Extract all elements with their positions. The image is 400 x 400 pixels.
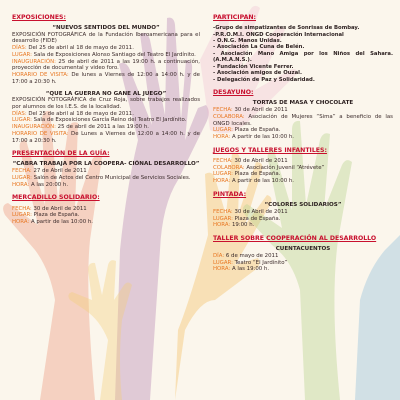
exhibition-title: “QUE LA GUERRA NO GANE AL JUEGO” [45, 90, 167, 97]
detail-label: HORA: [213, 134, 231, 141]
detail-row [213, 107, 393, 114]
participant-item: - Asociación amigos de Ouzal. [213, 70, 302, 77]
mercadillo-section [12, 194, 200, 225]
pintada-section [213, 191, 393, 229]
detail-label: COLABORA: [213, 164, 245, 171]
detail-row [213, 165, 393, 172]
participant-item: - Asociación La Cuna de Belén. [213, 44, 305, 51]
detail-value: Asociación Juvenil “Atrévete” [246, 164, 325, 171]
detail-value: De lunes a Viernes de 12:00 a 14:00 h. y de 17:00 a 20:30 h. [12, 72, 200, 85]
participants-list [213, 25, 393, 83]
section-heading-participan: PARTICIPAN: [213, 14, 257, 21]
exhibition-description: EXPOSICIÓN FOTOGRÁFICA de Cruz Roja, sobre trabajos realizados por alumnos de los I.E.S. de la localidad. [12, 97, 200, 110]
guia-section [12, 150, 200, 188]
detail-value: 25 de abril de 2011 a las 19:00 h. [57, 124, 149, 130]
detail-label: HORARIO DE VISITA: [12, 72, 69, 79]
detail-row [12, 212, 200, 219]
detail-label: LUGAR: [213, 215, 233, 222]
detail-label: HORA: [213, 178, 231, 185]
detail-value: Del 25 de abril al 18 de mayo de 2011. [28, 45, 134, 52]
detail-label: INAUGURACIÓN: [12, 58, 56, 65]
detail-row [213, 260, 393, 267]
detail-value: A partir de las 10:00 h. [231, 178, 294, 185]
detail-row [12, 182, 200, 189]
detail-label: LUGAR: [12, 117, 32, 124]
guide-item [12, 161, 200, 188]
section-heading-mercadillo: MERCADILLO SOLIDARIO: [12, 194, 100, 202]
detail-value: Plaza de España. [234, 171, 281, 178]
guide-title: “CABRA TRABAJA POR LA COOPERA- CIÓNAL DESARROLLO” [12, 161, 200, 168]
detail-label: FECHA: [12, 168, 32, 175]
detail-row [12, 168, 200, 175]
detail-row [213, 127, 393, 134]
exhibition-title: “NUEVOS SENTIDOS DEL MUNDO” [52, 25, 160, 32]
participant-item: - Delegación de Paz y Solidaridad. [213, 76, 315, 83]
detail-label: LUGAR: [213, 127, 233, 134]
detail-label: LUGAR: [12, 51, 32, 58]
detail-label: LUGAR: [12, 174, 32, 181]
exhibition-item-2 [12, 91, 200, 145]
detail-label: DÍAS: [12, 110, 27, 117]
detail-row [12, 72, 200, 86]
event-title: “COLORES SOLIDARIOS” [264, 202, 342, 209]
detail-value: 30 de Abril de 2011 [33, 205, 87, 212]
left-column [12, 14, 200, 226]
detail-value: A las 20:00 h. [30, 181, 69, 188]
event-title: TORTAS DE MASA Y CHOCOLATE [252, 100, 354, 107]
desayuno-section [213, 89, 393, 141]
detail-value: Plaza de España. [234, 127, 281, 134]
detail-value: Del 25 de abril al 18 de mayo de 2011. [28, 110, 134, 117]
detail-value: 30 de Abril de 2011 [234, 208, 288, 215]
detail-row [12, 117, 200, 124]
exhibition-item-1 [12, 25, 200, 85]
detail-row [213, 178, 393, 185]
detail-row [213, 253, 393, 260]
detail-row [213, 114, 393, 128]
detail-row [12, 45, 200, 52]
detail-label: DÍA: [213, 252, 225, 259]
participant-item: -P.R.O.M.I. ONGD Cooperación Internacional [213, 31, 344, 38]
participant-item: - Fundación Vicente Ferrer. [213, 63, 294, 70]
detail-label: HORA: [12, 181, 30, 188]
detail-label: HORA: [213, 266, 231, 273]
detail-value: 19:00 h. [231, 222, 255, 229]
exposiciones-section [12, 14, 200, 144]
detail-row [213, 266, 393, 273]
detail-value: Sala de Exposiciones García Reino del Teatro El Jardínito. [33, 117, 187, 124]
detail-label: LUGAR: [12, 212, 32, 219]
detail-value: A partir de las 10:00 h. [231, 134, 294, 141]
detail-row [213, 134, 393, 141]
detail-value: Plaza de España. [33, 212, 80, 219]
participant-item: - Asociación Mano Amiga por los Niños del Sahara. (A.M.A.N.S.). [213, 50, 393, 64]
detail-value: De Lunes a Viernes de 12:00 a 14:00 h. y de 17:00 a 20:30 h. [12, 130, 200, 144]
section-heading-desayuno: DESAYUNO: [213, 89, 254, 97]
detail-row [213, 171, 393, 178]
detail-value: Plaza de España. [234, 215, 281, 222]
detail-label: LUGAR: [213, 171, 233, 178]
detail-value: Teatro “El Jardínito” [234, 259, 288, 266]
juegos-section [213, 147, 393, 185]
detail-value: A las 19:00 h. [231, 266, 270, 273]
participant-item: - O.N.G. Manos Unidas. [213, 38, 282, 45]
section-heading-pintada: PINTADA: [213, 190, 247, 198]
detail-value: Sala de Exposiciones Alonso Santiago del Teatro El Jardínito. [33, 51, 196, 58]
detail-label: HORARIO DE VISITA: [12, 130, 69, 137]
detail-label: FECHA: [213, 208, 233, 215]
detail-value: A partir de las 10:00 h. [30, 219, 93, 225]
detail-row [12, 52, 200, 59]
detail-label: FECHA: [213, 107, 233, 114]
detail-row [213, 216, 393, 223]
detail-row [12, 59, 200, 73]
section-heading-taller: TALLER SOBRE COOPERACIÓN AL DESARROLLO [213, 235, 377, 243]
section-heading-exposiciones: EXPOSICIONES: [12, 14, 66, 21]
detail-label: INAUGURACIÓN: [12, 124, 56, 130]
detail-label: DÍAS: [12, 45, 27, 52]
right-column [213, 14, 393, 273]
detail-value: 30 de Abril de 2011 [234, 157, 288, 164]
detail-value: 6 de mayo de 2011 [225, 252, 279, 259]
detail-row [12, 131, 200, 145]
event-title: CUENTACUENTOS [275, 246, 331, 253]
section-heading-juegos: JUEGOS Y TALLERES INFANTILES: [213, 146, 327, 154]
detail-value: 27 de Abril de 2011 [33, 168, 87, 175]
detail-label: HORA: [213, 222, 231, 229]
detail-value: Salón de Actos del Centro Municipal de Servicios Sociales. [33, 174, 191, 181]
taller-section [213, 235, 393, 273]
detail-label: FECHA: [12, 205, 32, 212]
detail-row [12, 206, 200, 213]
detail-row [12, 175, 200, 182]
detail-label: FECHA: [213, 157, 233, 164]
detail-value: 30 de Abril de 2011 [234, 107, 288, 114]
detail-label: COLABORA: [213, 113, 245, 120]
detail-row [213, 158, 393, 165]
detail-row [12, 219, 200, 226]
detail-row [213, 222, 393, 229]
detail-label: LUGAR: [213, 259, 233, 266]
detail-label: HORA: [12, 219, 30, 225]
participant-item: -Grupo de simpatizantes de Sonrisas de Bombay. [213, 25, 360, 32]
section-heading-guia: PRESENTACIÓN DE LA GUÍA: [12, 150, 110, 158]
exhibition-description: EXPOSICIÓN FOTOGRÁFICA de la Fundación Iberoamericana para el desarrollo (FIDE) [12, 31, 200, 45]
participan-section [213, 14, 393, 83]
detail-row [213, 209, 393, 216]
detail-value: 25 de abril de 2011 a las 19:00 h. a continuación, proyección de documental y video foro. [12, 58, 201, 72]
detail-value: Asociación de Mujeres “Sima” a beneficio de las ONGD locales. [213, 113, 393, 127]
detail-row [12, 124, 200, 131]
